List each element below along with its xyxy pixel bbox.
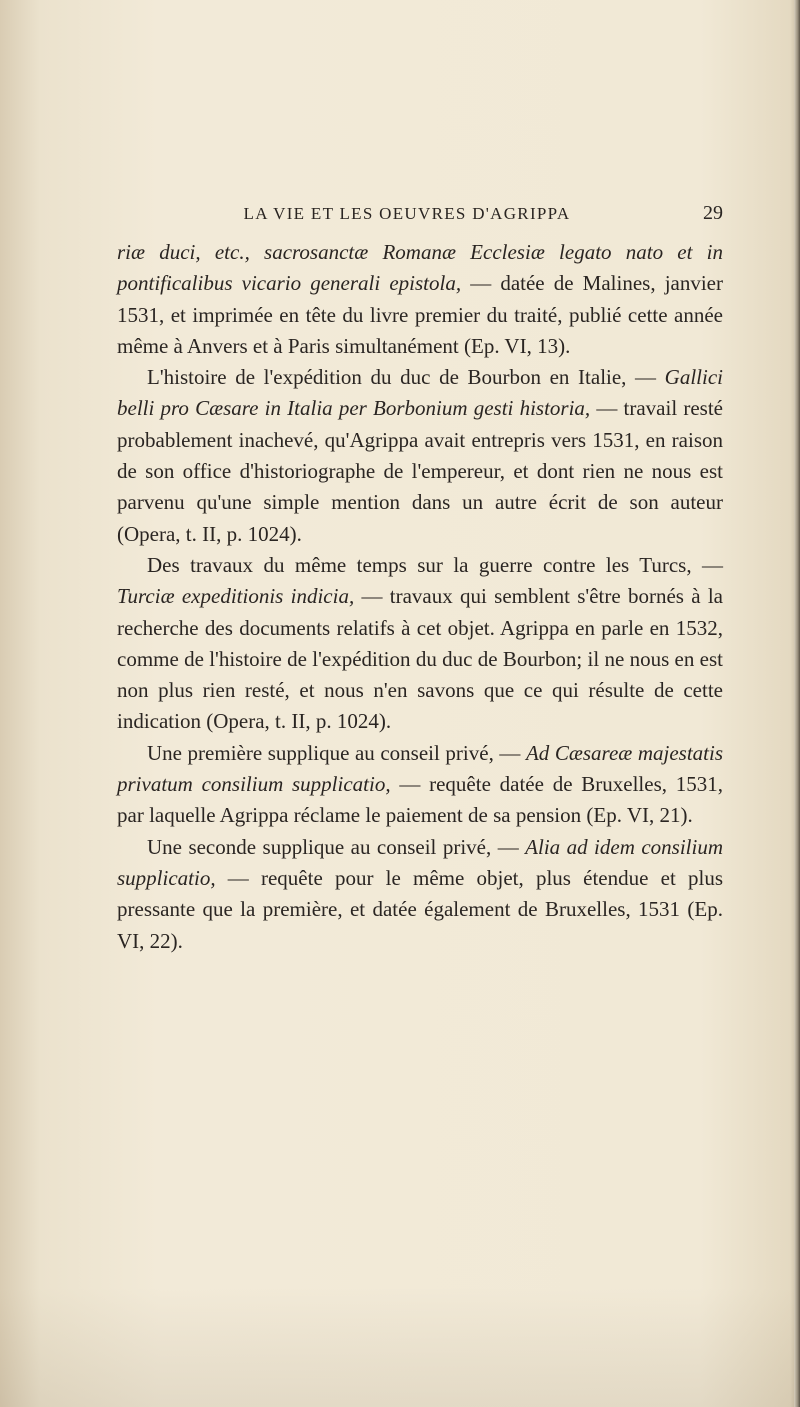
latin-title: Alia ad idem consilium supplicatio, bbox=[117, 834, 723, 890]
header-title: LA VIE ET LES OEUVRES D'AGRIPPA bbox=[243, 204, 571, 223]
page-shading bbox=[0, 1287, 800, 1407]
paragraph-text: — travaux qui semblent s'être bornés à la recherche des documents relatifs à cet objet. Agrippa en parle en 1532, comme de l'histoire de l'expédition du duc de Bourbon; il ne nous en est non plus rien resté, et nous n'en savons que ce qui résulte de cette indication (Opera, t. II, p. 1024). bbox=[117, 584, 723, 734]
body-text bbox=[117, 237, 723, 957]
paragraph-text: L'histoire de l'expédition du duc de Bourbon en Italie, — bbox=[147, 365, 665, 390]
paragraph-3 bbox=[117, 550, 723, 738]
paragraph-text: Des travaux du même temps sur la guerre contre les Turcs, — bbox=[147, 552, 723, 577]
latin-title: Turciæ expeditionis indicia, bbox=[117, 584, 355, 609]
paragraph-text: Une première supplique au conseil privé, — bbox=[147, 740, 526, 765]
latin-title: riæ duci, etc., sacrosanctæ Romanæ Ecclesiæ legato nato et in pontificalibus vicario generali epistola, bbox=[117, 240, 723, 296]
running-header bbox=[117, 204, 723, 234]
paragraph-text: Une seconde supplique au conseil privé, — bbox=[147, 834, 526, 859]
paragraph-text: — requête pour le même objet, plus étendue et plus pressante que la première, et datée également de Bruxelles, 1531 (Ep. VI, 22). bbox=[117, 865, 723, 953]
paragraph-1 bbox=[117, 237, 723, 362]
paragraph-text: — requête datée de Bruxelles, 1531, par laquelle Agrippa réclame le paiement de sa pension (Ep. VI, 21). bbox=[117, 772, 724, 828]
page-number: 29 bbox=[703, 202, 723, 224]
paragraph-text: — travail resté probablement inachevé, qu'Agrippa avait entrepris vers 1531, en raison de son office d'historiographe de l'empereur, et dont rien ne nous est parvenu qu'une simple mention dans un autre écrit de son auteur (Opera, t. II, p. 1024). bbox=[117, 396, 724, 546]
paragraph-text: — datée de Malines, janvier 1531, et imprimée en tête du livre premier du traité, publié cette année même à Anvers et à Paris simultanément (Ep. VI, 13). bbox=[117, 271, 724, 358]
latin-title: Gallici belli pro Cæsare in Italia per Borbonium gesti historia, bbox=[117, 365, 723, 421]
latin-title: Ad Cæsareæ majestatis privatum consilium supplicatio, bbox=[117, 740, 724, 797]
paragraph-5 bbox=[117, 832, 723, 957]
paragraph-2 bbox=[117, 362, 723, 550]
page-edge bbox=[794, 0, 800, 1407]
paragraph-4 bbox=[117, 738, 723, 832]
